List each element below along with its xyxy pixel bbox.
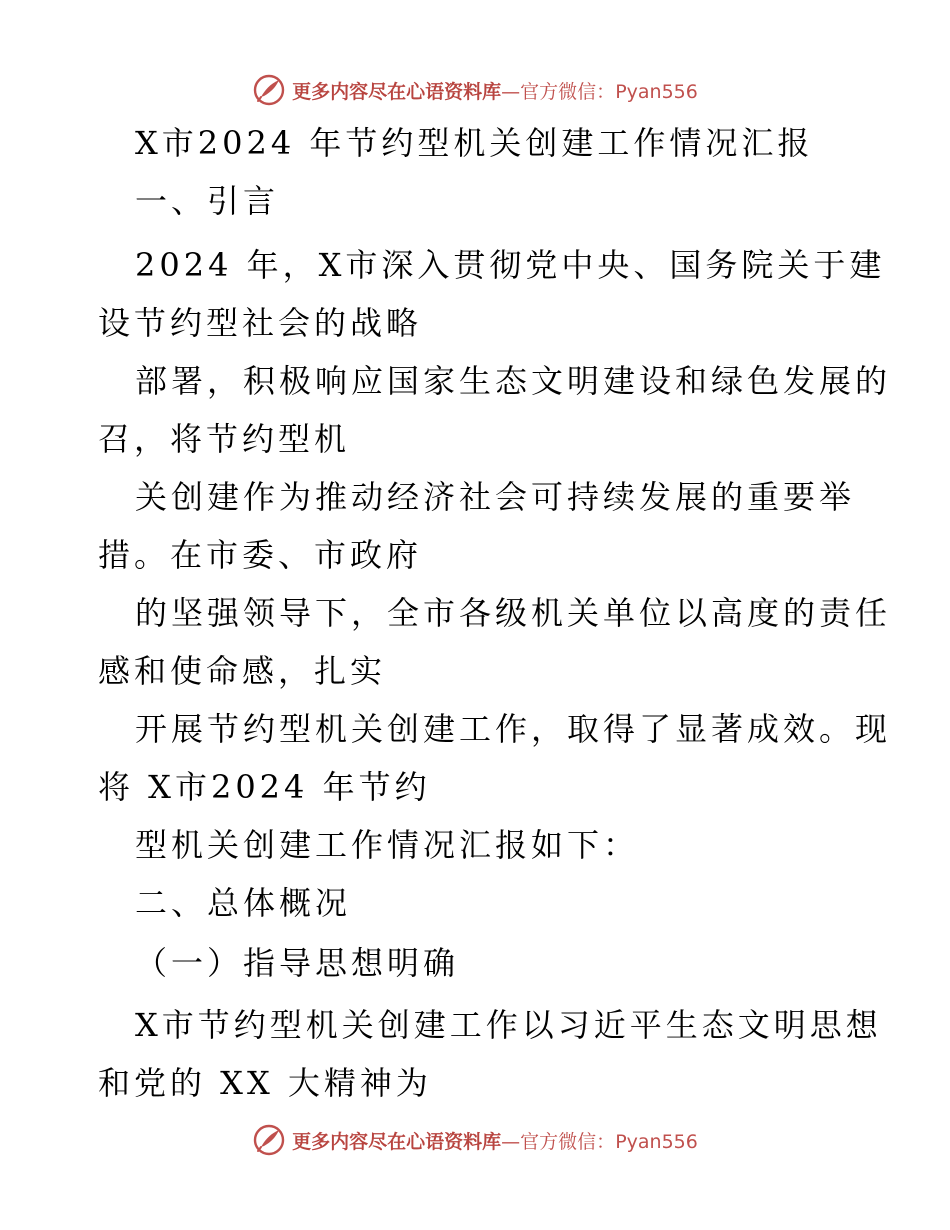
paragraph-line: 措。在市委、市政府 — [98, 536, 423, 574]
document-title: X市2024 年节约型机关创建工作情况汇报 — [135, 124, 814, 162]
section-heading-1: 一、引言 — [135, 182, 280, 220]
watermark-text — [292, 77, 698, 104]
watermark-wechat: Pyan556 — [615, 1130, 698, 1153]
paragraph-line: 型机关创建工作情况汇报如下： — [135, 826, 640, 864]
paragraph-line: 关创建作为推动经济社会可持续发展的重要举 — [135, 478, 856, 516]
paragraph-line: 2024 年，X市深入贯彻党中央、国务院关于建 — [135, 246, 886, 284]
quill-logo-icon — [252, 1123, 286, 1157]
watermark-dash: — — [501, 1130, 521, 1153]
watermark-text — [292, 1127, 698, 1154]
paragraph-line: 设节约型社会的战略 — [98, 304, 423, 342]
paragraph-line: 开展节约型机关创建工作，取得了显著成效。现 — [135, 710, 892, 748]
watermark-group — [252, 73, 698, 107]
paragraph-line: 的坚强领导下，全市各级机关单位以高度的责任 — [135, 594, 892, 632]
paragraph-line: 召，将节约型机 — [98, 420, 351, 458]
paragraph-line: X市节约型机关创建工作以习近平生态文明思想 — [135, 1006, 882, 1044]
watermark-wechat: Pyan556 — [615, 80, 698, 103]
watermark-brand: 更多内容尽在心语资料库 — [292, 1130, 502, 1153]
subsection-heading: （一）指导思想明确 — [135, 944, 460, 982]
watermark-brand: 更多内容尽在心语资料库 — [292, 80, 502, 103]
quill-logo-icon — [252, 73, 286, 107]
watermark-group — [252, 1123, 698, 1157]
footer-watermark — [0, 1120, 950, 1160]
watermark-suffix: 官方微信： — [520, 1130, 616, 1153]
paragraph-line: 部署，积极响应国家生态文明建设和绿色发展的 — [135, 362, 892, 400]
paragraph-line: 将 X市2024 年节约 — [98, 768, 431, 806]
section-heading-2: 二、总体概况 — [135, 884, 352, 922]
watermark-dash: — — [501, 80, 521, 103]
paragraph-line: 感和使命感，扎实 — [98, 652, 387, 690]
header-watermark — [0, 70, 950, 110]
watermark-suffix: 官方微信： — [520, 80, 616, 103]
paragraph-line: 和党的 XX 大精神为 — [98, 1064, 432, 1102]
